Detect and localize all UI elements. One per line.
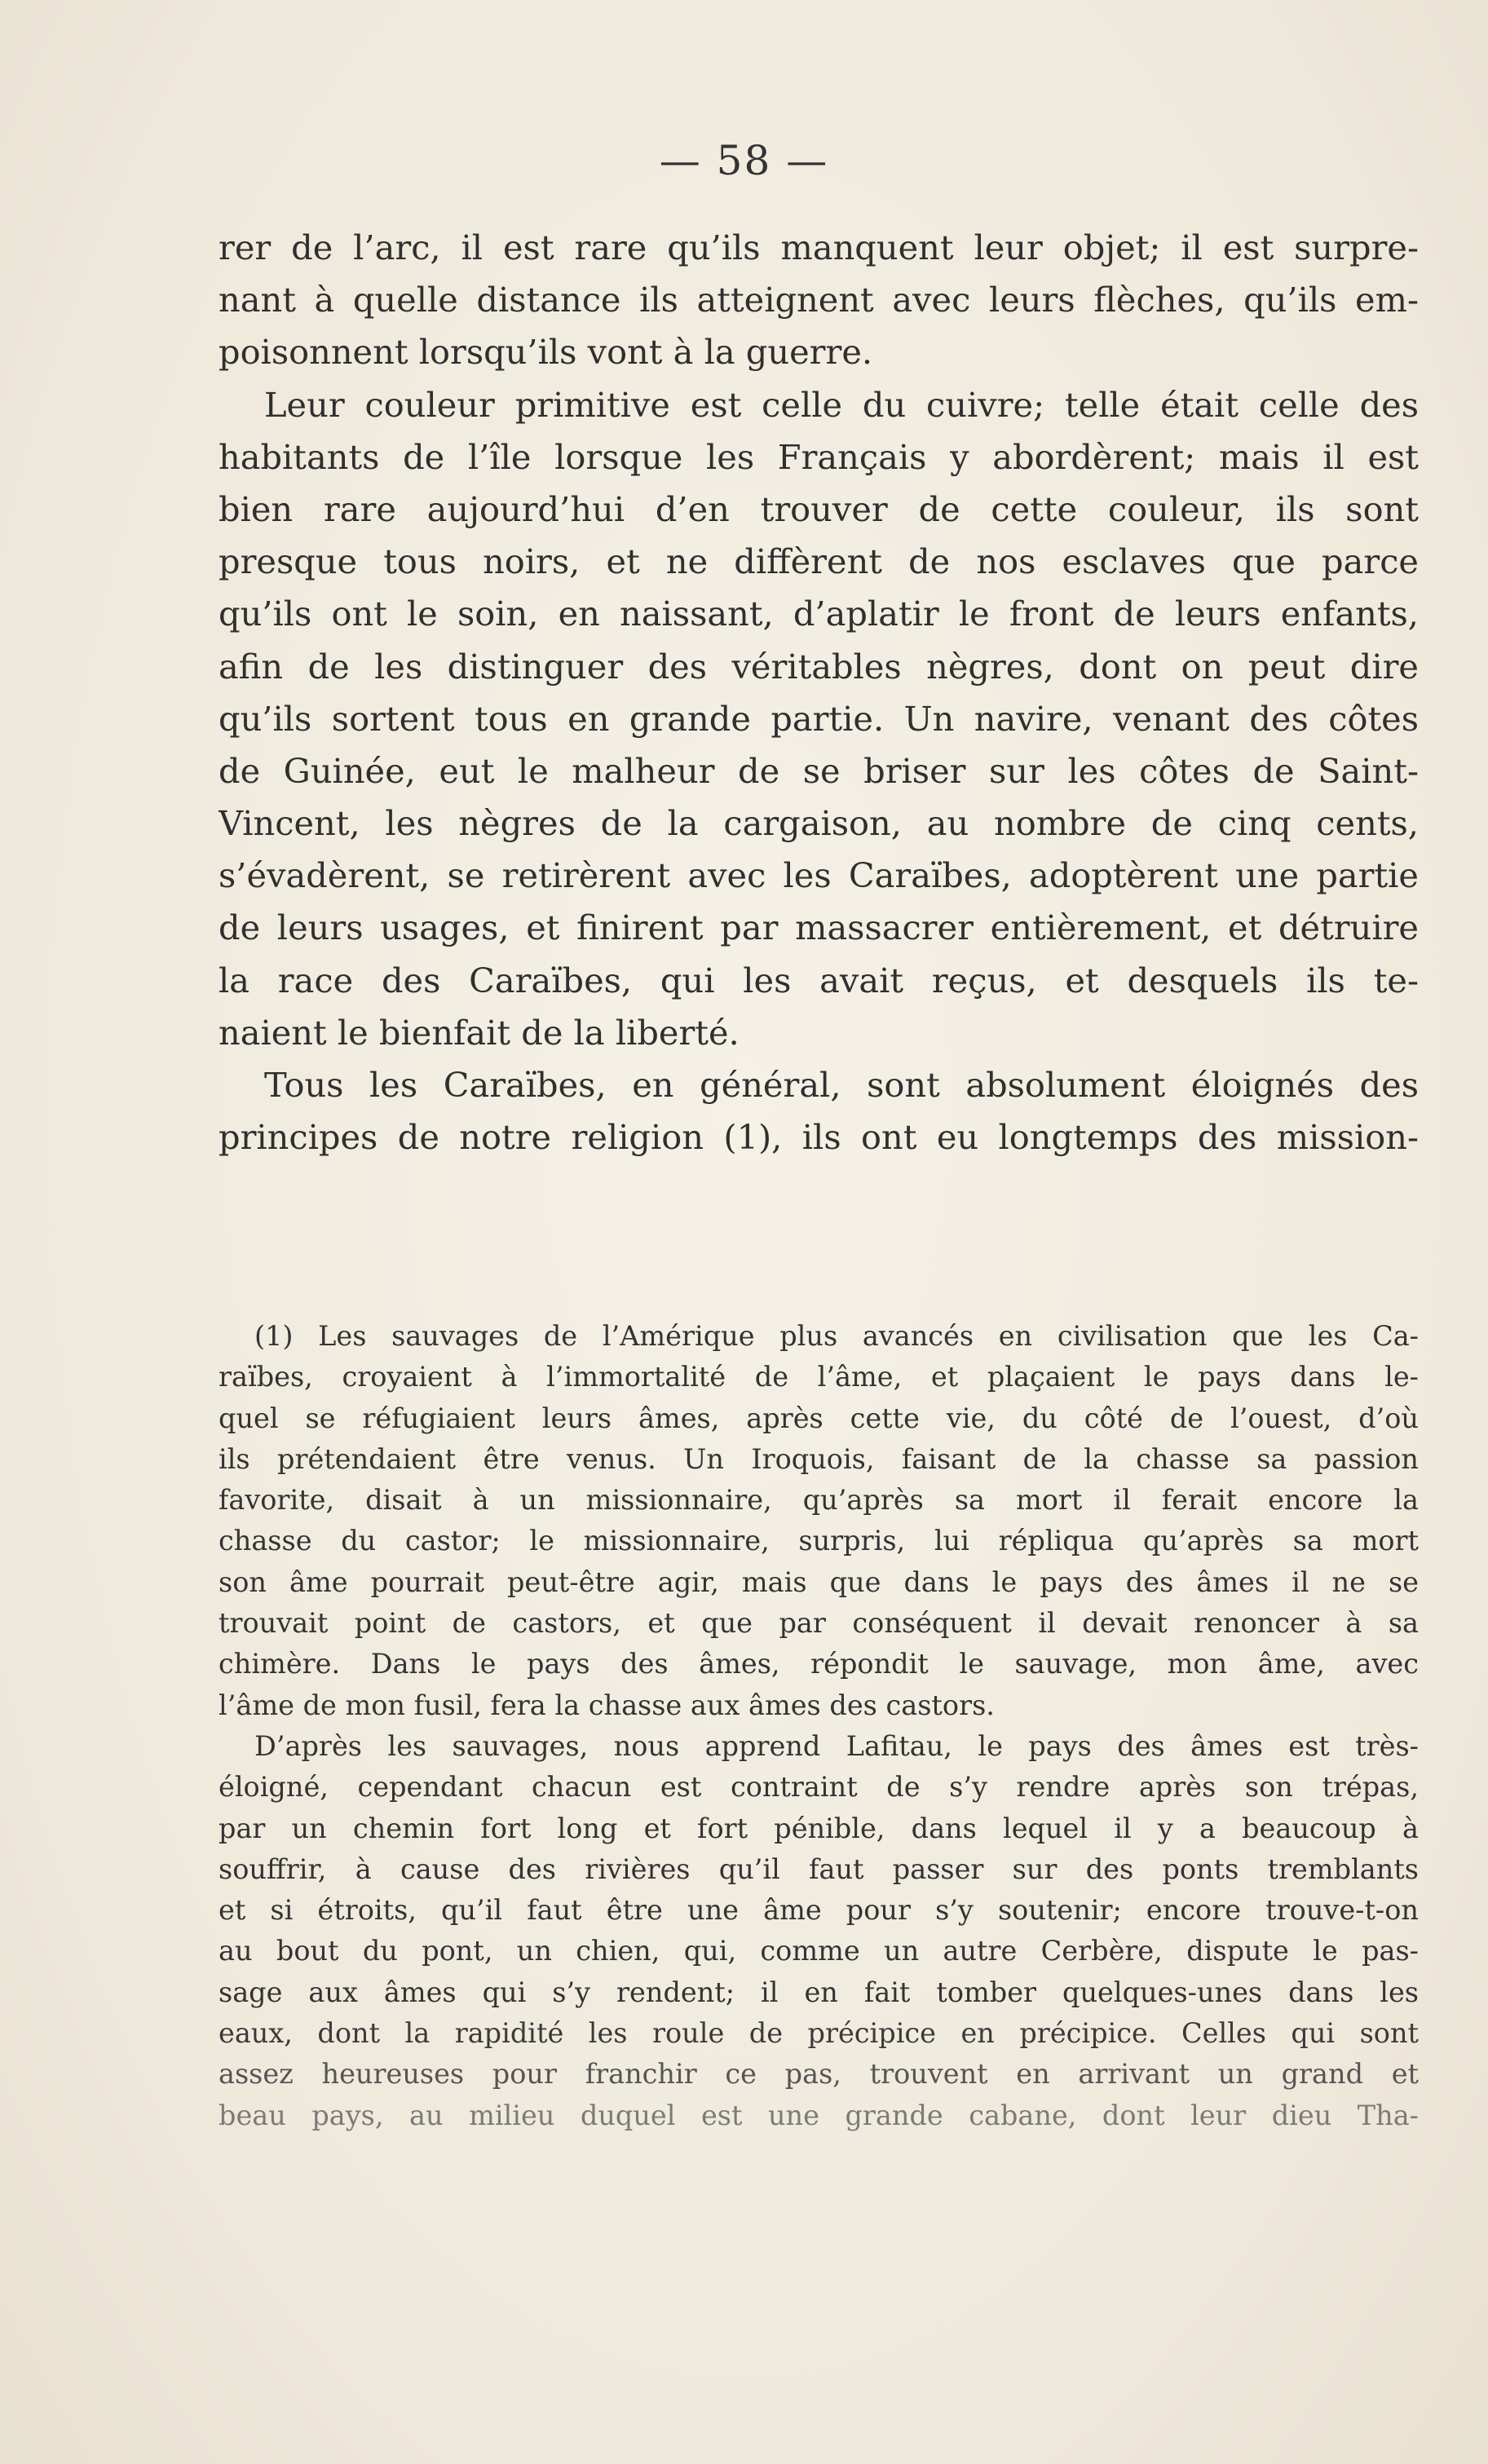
main-text-line: nant à quelle distance ils atteignent avec leurs flèches, qu’ils em- xyxy=(219,280,1419,320)
main-text-line: bien rare aujourd’hui d’en trouver de cette couleur, ils sont xyxy=(219,488,1419,529)
footnote-line: par un chemin fort long et fort pénible, dans lequel il y a beaucoup à xyxy=(219,1812,1419,1844)
footnote-line: chimère. Dans le pays des âmes, répondit le sauvage, mon âme, avec xyxy=(219,1648,1419,1680)
main-text-line: qu’ils sortent tous en grande partie. Un navire, venant des côtes xyxy=(219,698,1419,739)
footnote-line: au bout du pont, un chien, qui, comme un autre Cerbère, dispute le pas- xyxy=(219,1935,1419,1967)
footnote xyxy=(219,1316,1419,2136)
main-text-line: s’évadèrent, se retirèrent avec les Caraïbes, adoptèrent une partie xyxy=(219,855,1419,896)
footnote-line: ils prétendaient être venus. Un Iroquois, faisant de la chasse sa passion xyxy=(219,1442,1419,1475)
main-text-line: de leurs usages, et finirent par massacrer entièrement, et détruire xyxy=(219,907,1419,948)
footnote-line: l’âme de mon fusil, fera la chasse aux âmes des castors. xyxy=(219,1689,995,1721)
footnote-line: son âme pourrait peut-être agir, mais que dans le pays des âmes il ne se xyxy=(219,1565,1419,1598)
main-text-line: afin de les distinguer des véritables nègres, dont on peut dire xyxy=(219,646,1419,687)
main-text-line: de Guinée, eut le malheur de se briser sur les côtes de Saint- xyxy=(219,750,1419,791)
footnote-line: beau pays, au milieu duquel est une grande cabane, dont leur dieu Tha- xyxy=(219,2099,1419,2131)
main-text-line: rer de l’arc, il est rare qu’ils manquent leur objet; il est surpre- xyxy=(219,227,1419,267)
footnote-line: (1) Les sauvages de l’Amérique plus avancés en civilisation que les Ca- xyxy=(254,1320,1419,1352)
main-text-line: qu’ils ont le soin, en naissant, d’aplatir le front de leurs enfants, xyxy=(219,594,1419,634)
main-text xyxy=(219,222,1419,1164)
main-text-line: habitants de l’île lorsque les Français y abordèrent; mais il est xyxy=(219,436,1419,477)
main-text-line: Tous les Caraïbes, en général, sont absolument éloignés des xyxy=(264,1065,1419,1105)
footnote-line: eaux, dont la rapidité les roule de précipice en précipice. Celles qui sont xyxy=(219,2017,1419,2050)
footnote-line: assez heureuses pour franchir ce pas, trouvent en arrivant un grand et xyxy=(219,2058,1419,2091)
footnote-line: et si étroits, qu’il faut être une âme pour s’y soutenir; encore trouve-t-on xyxy=(219,1894,1419,1927)
main-text-line: presque tous noirs, et ne diffèrent de nos esclaves que parce xyxy=(219,541,1419,582)
main-text-line: Vincent, les nègres de la cargaison, au nombre de cinq cents, xyxy=(219,803,1419,844)
footnote-line: favorite, disait à un missionnaire, qu’après sa mort il ferait encore la xyxy=(219,1484,1419,1517)
footnote-line: éloigné, cependant chacun est contraint de s’y rendre après son trépas, xyxy=(219,1771,1419,1804)
main-text-line: Leur couleur primitive est celle du cuivre; telle était celle des xyxy=(264,384,1419,425)
footnote-line: raïbes, croyaient à l’immortalité de l’âme, et plaçaient le pays dans le- xyxy=(219,1361,1419,1393)
footnote-line: sage aux âmes qui s’y rendent; il en fait tomber quelques-unes dans les xyxy=(219,1976,1419,2008)
footnote-line: chasse du castor; le missionnaire, surpris, lui répliqua qu’après sa mort xyxy=(219,1525,1419,1557)
footnote-line: D’après les sauvages, nous apprend Lafitau, le pays des âmes est très- xyxy=(254,1729,1419,1762)
main-text-line: naient le bienfait de la liberté. xyxy=(219,1012,740,1053)
footnote-line: souffrir, à cause des rivières qu’il faut passer sur des ponts tremblants xyxy=(219,1852,1419,1885)
main-text-line: la race des Caraïbes, qui les avait reçus, et desquels ils te- xyxy=(219,960,1419,1000)
footnote-line: quel se réfugiaient leurs âmes, après cette vie, du côté de l’ouest, d’où xyxy=(219,1402,1419,1434)
footnote-line: trouvait point de castors, et que par conséquent il devait renoncer à sa xyxy=(219,1607,1419,1640)
page-number: — 58 — xyxy=(659,137,829,184)
main-text-line: poisonnent lorsqu’ils vont à la guerre. xyxy=(219,332,873,373)
main-text-line: principes de notre religion (1), ils ont eu longtemps des mission- xyxy=(219,1117,1419,1158)
